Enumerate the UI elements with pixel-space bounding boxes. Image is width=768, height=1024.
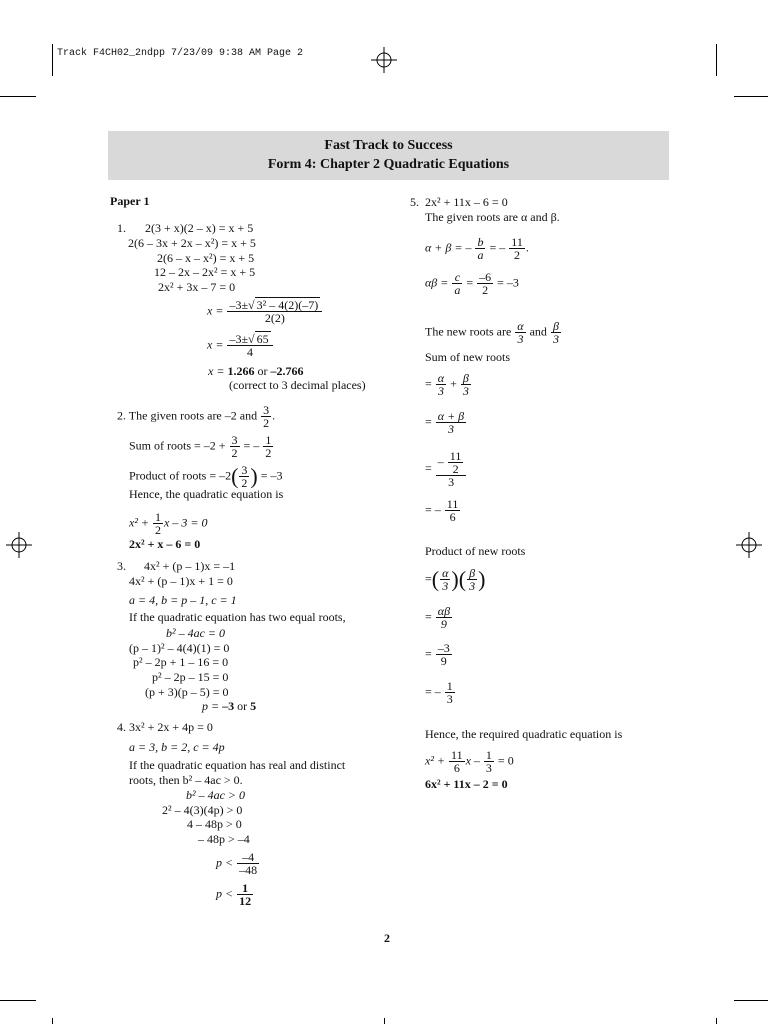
equation	[129, 511, 207, 536]
working-line: (p – 1)² – 4(4)(1) = 0	[129, 641, 230, 655]
fraction	[436, 642, 452, 667]
fraction: $\frac{-3\pm√ 65}{4}$	[227, 333, 272, 358]
numerator: β	[467, 567, 477, 580]
text: x – 3 = 0	[164, 515, 208, 530]
working-line: 2x² + 3x – 7 = 0	[158, 280, 236, 294]
numerator: 11	[446, 497, 459, 511]
denominator: a	[454, 283, 461, 297]
equation	[425, 749, 514, 774]
answer: 6x² + 11x – 2 = 0	[425, 777, 508, 791]
denominator: 6	[453, 761, 460, 775]
working-line: b² – 4ac = 0	[166, 626, 226, 640]
working-line: 4x² + (p – 1)x = –1	[144, 559, 236, 573]
denominator: 3	[469, 579, 476, 593]
text: =	[425, 646, 432, 661]
denominator: 2	[452, 462, 459, 476]
answer-value: –2.766	[270, 364, 304, 378]
fraction	[436, 410, 466, 435]
product-step	[425, 680, 456, 705]
new-roots	[425, 320, 562, 345]
answer-line	[216, 882, 254, 907]
working-line: 2x² + 11x – 6 = 0	[425, 195, 508, 209]
denominator: 2	[514, 248, 521, 262]
crop-mark	[734, 96, 768, 97]
fraction	[449, 749, 465, 774]
working-line: 2(3 + x)(2 – x) = x + 5	[145, 221, 254, 235]
numerator-part: –3±	[229, 332, 249, 346]
answer-value: –3	[222, 699, 235, 713]
denominator: –48	[239, 863, 258, 877]
crop-mark	[0, 96, 36, 97]
crop-mark	[734, 1000, 768, 1001]
fraction	[436, 605, 452, 630]
numerator: β	[551, 320, 561, 333]
answer-lhs: p =	[202, 699, 220, 713]
text: =	[425, 571, 432, 586]
working-line: (p + 3)(p – 5) = 0	[145, 685, 229, 699]
text: = –	[243, 438, 260, 453]
text: x –	[465, 753, 480, 768]
working-line: If the quadratic equation has two equal roots,	[129, 610, 346, 624]
question-number: 2.	[117, 408, 126, 423]
fraction	[237, 851, 259, 876]
working-line: b² – 4ac > 0	[186, 788, 246, 802]
answer-lhs: x =	[208, 364, 225, 378]
fraction	[467, 567, 477, 592]
question-number: 1.	[117, 221, 126, 235]
product-step	[425, 605, 453, 630]
fraction	[475, 236, 485, 261]
intro-text: The given roots are –2 and	[128, 408, 258, 423]
denominator: 4	[247, 345, 254, 359]
working-line: 4x² + (p – 1)x + 1 = 0	[129, 574, 233, 588]
title-box	[108, 131, 669, 180]
product-new-heading: Product of new roots	[425, 544, 526, 558]
text: .	[525, 240, 529, 255]
product-of-roots	[425, 271, 519, 296]
text: p <	[216, 855, 234, 870]
text: = –	[425, 684, 441, 699]
registration-mark-icon	[6, 532, 32, 558]
denominator: 2(2)	[264, 311, 285, 325]
denominator: 9	[440, 654, 447, 668]
fraction	[477, 271, 493, 296]
fraction	[445, 498, 461, 523]
denominator: 2	[482, 283, 489, 297]
fraction	[239, 464, 249, 489]
formula-lhs: x =	[207, 337, 224, 352]
question-number: 4.	[117, 720, 126, 734]
working-line: If the quadratic equation has real and distinct	[129, 758, 346, 772]
numerator: α	[517, 319, 524, 333]
fraction	[436, 450, 467, 488]
formula-step	[207, 333, 274, 358]
book-title: Fast Track to Success	[324, 138, 453, 153]
denominator: 3	[447, 422, 454, 436]
product-step: =( $\frac{\alpha}{3}$ )( $\frac{\beta}{3}$ )	[425, 566, 486, 593]
denominator: 3	[446, 692, 453, 706]
sum-of-roots	[425, 236, 529, 261]
fraction	[436, 372, 446, 397]
paper-label: Paper 1	[110, 194, 150, 208]
denominator: 6	[449, 510, 456, 524]
text: +	[450, 376, 457, 391]
numerator: –6	[479, 270, 492, 284]
working-line: The given roots are α and β.	[425, 210, 560, 224]
working-line: 2(6 – 3x + 2x – x²) = x + 5	[128, 236, 256, 250]
sum-step	[425, 410, 467, 435]
working-line: 12 – 2x – 2x² = x + 5	[154, 265, 256, 279]
numerator: β	[461, 372, 471, 385]
working-line: 2(6 – x – x²) = x + 5	[157, 251, 255, 265]
numerator: 11	[451, 748, 463, 762]
answer-note: (correct to 3 decimal places)	[229, 378, 366, 392]
answer-or: or	[234, 699, 251, 713]
fraction	[153, 511, 163, 536]
text: = –	[489, 240, 506, 255]
working-line: p² – 2p – 15 = 0	[152, 670, 229, 684]
numerator: α + β	[437, 409, 465, 423]
denominator: 3	[437, 384, 444, 398]
numerator: 3	[231, 433, 238, 447]
radicand: 65	[256, 332, 269, 346]
numerator: 1	[485, 748, 492, 762]
question-intro: 2. The given roots are –2 and $\frac{3}{2}$ .	[117, 403, 276, 430]
working-line: 4 – 48p > 0	[187, 817, 242, 831]
denominator: 3	[552, 332, 559, 346]
answer: 2x² + x – 6 = 0	[129, 537, 201, 551]
text: p <	[216, 886, 234, 901]
radicand: 3² – 4(2)(–7)	[256, 298, 319, 312]
denominator: 2	[265, 446, 272, 460]
crop-mark	[716, 44, 717, 76]
numerator: b	[477, 235, 484, 249]
working-line: roots, then b² – 4ac > 0.	[129, 773, 243, 787]
quadratic-formula	[207, 299, 323, 324]
registration-mark-icon	[736, 532, 762, 558]
denominator: a	[477, 248, 484, 262]
text: =	[466, 275, 474, 290]
hence-text: Hence, the required quadratic equation is	[425, 727, 623, 741]
sum-step	[425, 498, 461, 523]
numerator: –3	[437, 641, 450, 655]
numerator: 1	[237, 882, 253, 895]
text: and	[529, 324, 547, 339]
working-line: p² – 2p + 1 – 16 = 0	[133, 655, 229, 669]
crop-mark	[52, 44, 53, 76]
text: x² +	[425, 753, 446, 768]
question-number: 5.	[410, 195, 419, 209]
fraction	[440, 567, 450, 592]
answer-value: 5	[250, 699, 257, 713]
numerator: 11	[511, 235, 523, 249]
denominator: 3	[442, 579, 449, 593]
text: =	[425, 414, 432, 429]
text: Product of roots = –2	[129, 468, 232, 483]
fraction: $\frac{\text{–3±√ 3² – 4(2)(–7)}}{2(2)}$	[227, 299, 322, 324]
fraction	[484, 749, 494, 774]
working-line: 3x² + 2x + 4p = 0	[129, 720, 213, 734]
fraction	[230, 434, 240, 459]
denominator: 2	[241, 476, 248, 490]
text: = –3	[497, 275, 519, 290]
sum-step	[425, 450, 467, 488]
denominator: 2	[231, 446, 238, 460]
numerator: c	[452, 271, 462, 284]
working-line: a = 3, b = 2, c = 4p	[129, 740, 225, 754]
text: x² +	[129, 515, 150, 530]
fraction	[445, 680, 455, 705]
fraction	[448, 450, 464, 475]
text: =	[425, 609, 432, 624]
denominator: 3	[485, 761, 492, 775]
text: = –	[425, 502, 441, 517]
print-header: Track F4CH02_2ndpp 7/23/09 9:38 AM Page 2	[57, 48, 304, 59]
crop-mark	[52, 1018, 53, 1024]
text: = –3	[260, 468, 283, 483]
working-line: 2² – 4(3)(4p) > 0	[162, 803, 243, 817]
denominator: 9	[440, 617, 447, 631]
formula-lhs: x =	[207, 303, 224, 318]
numerator: 1	[265, 433, 272, 447]
denominator: 2	[263, 416, 270, 430]
sum-step	[425, 372, 472, 397]
numerator: α	[437, 371, 445, 385]
text: =	[425, 460, 432, 475]
fraction	[461, 372, 471, 397]
denominator: 3	[448, 475, 455, 489]
numerator: 11	[449, 449, 462, 463]
fraction	[237, 882, 253, 907]
denominator: 2	[155, 523, 162, 537]
fraction	[261, 404, 271, 429]
numerator: 1	[446, 679, 453, 693]
numerator: 3	[263, 403, 270, 417]
text: αβ =	[425, 275, 449, 290]
numerator: αβ	[437, 604, 451, 618]
numerator: 3	[241, 463, 248, 477]
text: –	[437, 454, 444, 469]
sum-of-roots	[129, 434, 274, 459]
text: Sum of roots = –2 +	[129, 438, 226, 453]
denominator: 12	[239, 894, 252, 908]
sum-new-heading: Sum of new roots	[425, 350, 510, 364]
fraction	[515, 320, 525, 345]
fraction	[263, 434, 273, 459]
fraction	[551, 320, 561, 345]
product-of-roots: Product of roots = –2( $\frac{3}{2}$ ) = –3	[129, 463, 283, 490]
numerator-part: –3±	[229, 298, 249, 312]
denominator: 3	[517, 332, 524, 346]
text: α + β = –	[425, 240, 472, 255]
question-number: 3.	[117, 559, 126, 573]
hence-text: Hence, the quadratic equation is	[129, 487, 284, 501]
fraction	[509, 236, 525, 261]
chapter-title: Form 4: Chapter 2 Quadratic Equations	[267, 157, 510, 172]
inequality-step	[216, 851, 260, 876]
page-number: 2	[384, 931, 390, 945]
numerator: 1	[155, 510, 162, 524]
product-step	[425, 642, 453, 667]
answer-line	[208, 364, 303, 378]
working-line: – 48p > –4	[198, 832, 250, 846]
numerator: –4	[237, 851, 259, 864]
denominator: 3	[462, 384, 469, 398]
text: = 0	[497, 753, 514, 768]
answer-line	[202, 699, 256, 713]
crop-mark	[0, 1000, 36, 1001]
text: =	[425, 376, 432, 391]
answer-value: 1.266	[227, 364, 255, 378]
crop-mark	[384, 1018, 385, 1024]
registration-mark-icon	[371, 47, 397, 73]
text: The new roots are	[425, 324, 512, 339]
working-line: a = 4, b = p – 1, c = 1	[129, 593, 237, 607]
crop-mark	[716, 1018, 717, 1024]
fraction	[452, 271, 462, 296]
numerator: α	[442, 566, 449, 580]
answer-or: or	[254, 364, 271, 378]
